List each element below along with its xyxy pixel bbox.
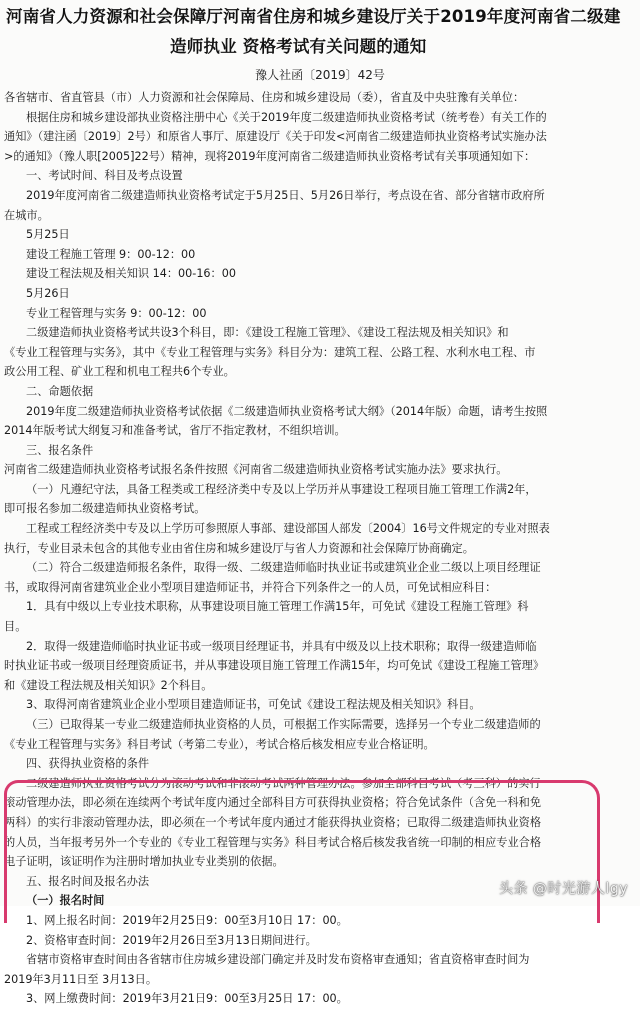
body-line: 一、考试时间、科目及考点设置 (26, 169, 183, 183)
title-line-2: 造师执业 资格考试有关问题的通知 (170, 37, 427, 56)
body-line: 2．取得一级建造师临时执业证书或一级项目经理证书，并具有中级及以上技术职称；取得一级建造师临 (26, 639, 537, 653)
body-line: 二、命题依据 (26, 384, 94, 398)
body-line: 通知》（建注函〔2019〕2号）和原省人事厅、原建设厅《关于印发<河南省二级建造师执业资格考试实施办法 (4, 130, 547, 144)
document-title (0, 0, 640, 62)
body-line: 2019年度河南省二级建造师执业资格考试定于5月25日、5月26日举行，考点设在省、部分省辖市政府所 (26, 188, 545, 202)
body-line: 四、获得执业资格的条件 (26, 757, 150, 771)
body-line: （一）凡遵纪守法，具备工程类或工程经济类中专及以上学历并从事建设工程项目施工管理工作满2年， (26, 482, 537, 496)
body-line: 目。 (4, 620, 27, 634)
body-line: 2、资格审查时间：2019年2月26日至3月13日期间进行。 (26, 933, 317, 947)
body-line: 电子证明，该证明作为注册时增加执业专业类别的依据。 (4, 855, 284, 869)
body-line: 两科）的实行非滚动管理办法，即必须在一个考试年度内通过才能获得执业资格；已取得二级建造师执业资格 (4, 815, 542, 829)
body-line: （一）报名时间 (26, 894, 105, 908)
body-line: 的人员，当年报考另外一个专业的《专业工程管理与实务》科目考试合格后核发我省统一印制的相应专业合格 (4, 835, 542, 849)
body-line: 政公用工程、矿业工程和机电工程共6个专业。 (4, 365, 235, 379)
body-line: （三）已取得某一专业二级建造师执业资格的人员，可根据工作实际需要，选择另一个专业二级建造师的 (26, 718, 541, 731)
body-line: 二级建造师执业资格考试分为滚动考试和非滚动考试两种管理办法。参加全部科目考试（考三科）的实行 (26, 776, 541, 790)
body-line: 3、取得河南省建筑业企业小型项目建造师证书，可免试《建设工程法规及相关知识》科目。 (26, 698, 481, 712)
body-line: 省辖市资格审查时间由各省辖市住房城乡建设部门确定并及时发布资格审查通知；省直资格审查时间为 (26, 953, 530, 967)
body-line: 《专业工程管理与实务》，其中《专业工程管理与实务》科目分为：建筑工程、公路工程、水利水电工程、市 (4, 345, 536, 359)
body-line: 即可报名参加二级建造师执业资格考试。 (4, 502, 206, 516)
body-line: （二）符合二级建造师报名条件，取得一级、二级建造师临时执业证书或建筑业企业二级以上项目经理证 (26, 561, 541, 575)
body-line: 和《建设工程法规及相关知识》2个科目。 (4, 678, 213, 692)
body-line: 五、报名时间及报名办法 (26, 874, 150, 888)
body-line: 建设工程施工管理 9：00-12：00 (26, 247, 196, 261)
watermark: 头条 @时光游人lgy (498, 881, 628, 897)
body-line: 根据住房和城乡建设部执业资格注册中心《关于2019年度二级建造师执业资格考试（统考卷）有关工作的 (26, 110, 547, 124)
body-line: 3、网上缴费时间：2019年3月21日9：00至3月25日 17：00。 (26, 992, 348, 1006)
body-line: 三、报名条件 (26, 443, 94, 457)
body-line: 滚动管理办法，即必须在连续两个考试年度内通过全部科目方可获得执业资格；符合免试条件（含免一科和免 (4, 796, 542, 810)
body-line: 河南省二级建造师执业资格考试报名条件按照《河南省二级建造师执业资格考试实施办法》要求执行。 (4, 463, 508, 477)
body-line: >的通知》（豫人职[2005]22号）精神，现将2019年度河南省二级建造师执业资格考试有关事项通知如下： (4, 149, 536, 163)
title-line-1: 河南省人力资源和社会保障厅河南省住房和城乡建设厅关于2019年度河南省二级建 (6, 7, 621, 26)
body-line: 1、网上报名时间：2019年2月25日9：00至3月10日 17：00。 (26, 913, 348, 927)
body-line: 在城市。 (4, 208, 49, 222)
body-line: 书，或取得河南省建筑业企业小型项目建造师证书，并符合下列条件之一的人员，可免试相应科目： (4, 580, 497, 594)
body-line: 工程或工程经济类中专及以上学历可参照原人事部、建设部国人部发〔2004〕16号文件规定的专业对照表 (26, 522, 550, 536)
body-line: 专业工程管理与实务 9：00-12：00 (26, 306, 207, 320)
body-line: 时执业证书或一级项目经理资质证书，并从事建设项目施工管理工作满15年，均可免试《建设工程施工管理》 (4, 659, 545, 673)
body-line: 建设工程法规及相关知识 14：00-16：00 (26, 267, 236, 281)
document-number: 豫人社函〔2019〕42号 (255, 68, 385, 82)
body-line: 执行，专业目录未包含的其他专业由省住房和城乡建设厅与省人力资源和社会保障厅协商确定。 (4, 541, 474, 555)
body-line: 5月25日 (26, 228, 70, 242)
body-line: 2019年度二级建造师执业资格考试依据《二级建造师执业资格考试大纲》（2014年版）命题，请考生按照 (26, 404, 548, 418)
body-line: 5月26日 (26, 286, 70, 300)
body-line: 2014年版考试大纲复习和准备考试，省厅不指定教材，不组织培训。 (4, 424, 346, 438)
body-line: 各省辖市、省直管县（市）人力资源和社会保障局、住房和城乡建设局（委），省直及中央驻豫有关单位： (4, 91, 525, 104)
document-body (0, 86, 640, 1009)
body-line: 二级建造师执业资格考试共设3个科目，即：《建设工程施工管理》、《建设工程法规及相关知识》和 (26, 326, 509, 340)
body-line: 2019年3月11日至 3月13日。 (4, 972, 158, 986)
body-line: 1．具有中级以上专业技术职称，从事建设项目施工管理工作满15年，可免试《建设工程施工管理》科 (26, 600, 529, 614)
body-line: 《专业工程管理与实务》科目考试（考第二专业），考试合格后核发相应专业合格证明。 (4, 737, 435, 751)
